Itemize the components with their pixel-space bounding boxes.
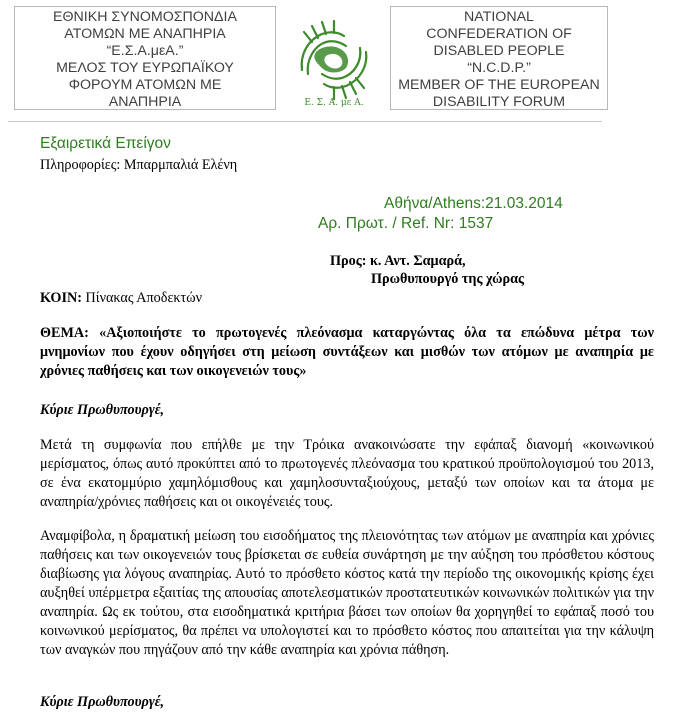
- hands-logo-icon: [282, 12, 386, 108]
- letterhead-english-block: [390, 6, 608, 110]
- recipient-line: [330, 253, 466, 270]
- subject-block: [40, 324, 654, 381]
- info-name: Μπαρμπαλιά Ελένη: [123, 157, 238, 173]
- reference-number: Αρ. Πρωτ. / Ref. Nr: 1537: [318, 215, 494, 232]
- recipient-name: κ. Αντ. Σαμαρά,: [369, 253, 466, 269]
- organization-logo: [282, 12, 386, 108]
- subject-text: «Αξιοποιήστε το πρωτογενές πλεόνασμα καταργώντας όλα τα επώδυνα μέτρα των μνημονίων που έχουν οδηγήσει στη μείωση συντάξεων και μισθών των ατόμων με αναπηρία με χρόνιες παθήσεις και των οικογενειών τους»: [40, 325, 654, 379]
- letterhead-english-line: NATIONAL: [464, 9, 534, 25]
- recipient-label: Προς:: [330, 253, 367, 269]
- body-paragraph-2: Αναμφίβολα, η δραματική μείωση του εισοδήματος της πλειονότητας των ατόμων με αναπηρία και χρόνιες παθήσεις και των οικογενειών τους βρίσκεται σε ευθεία συνάρτηση με την αύξηση του πρόσθετου κόστους διαβίωσης για λόγους αναπηρίας. Αυτό το πρόσθετο κόστος κατά την περίοδο της οικονομικής κρίσης έχει αυξηθεί υπέρμετρα εξαιτίας της απουσίας αποτελεσματικών προστατευτικών κοινωνικών πολιτικών για την αναπηρία. Ως εκ τούτου, στα εισοδηματικά κριτήρια βάσει των οποίων θα χορηγηθεί το εφάπαξ ποσό του κοινωνικού μερίσματος, θα πρέπει να υπολογιστεί και το πρόσθετο κόστος που απαιτείται για την κάλυψη των αναγκών που πηγάζουν από την κάθε αναπηρία και χρόνια πάθηση.: [40, 528, 654, 658]
- cc-line: [40, 290, 202, 307]
- letterhead-greek-line: ΑΝΑΠΗΡΙΑ: [108, 94, 182, 110]
- letterhead-greek-line: ΦΟΡΟΥΜ ΑΤΟΜΩΝ ΜΕ: [68, 77, 222, 93]
- salutation: Κύριε Πρωθυπουργέ,: [40, 402, 165, 418]
- letterhead-greek-line: “Ε.Σ.Α.μεΑ.”: [106, 43, 184, 59]
- letterhead: [14, 6, 608, 110]
- letterhead-english-line: CONFEDERATION OF: [426, 26, 572, 42]
- body-paragraph-1: Μετά τη συμφωνία που επήλθε με την Τρόικα ανακοινώσατε την εφάπαξ διανομή «κοινωνικού μερίσματος, όπως αυτό προκύπτει από το πρωτογενές πλεόνασμα του κρατικού προϋπολογισμού του 2013, σε ένα εκατομμύριο χαμηλόμισθους και χαμηλοσυνταξιούχους, μεταξύ των οποίων και τα άτομα με αναπηρία/χρόνιες παθήσεις και οι οικογένειές τους.: [40, 437, 654, 510]
- letterhead-greek-line: ΜΕΛΟΣ ΤΟΥ ΕΥΡΩΠΑΪΚΟΥ: [56, 60, 234, 76]
- letterhead-english-line: MEMBER OF THE EUROPEAN: [398, 77, 600, 93]
- subject-label: ΘΕΜΑ:: [40, 325, 89, 341]
- salutation-2: Κύριε Πρωθυπουργέ,: [40, 694, 165, 710]
- logo-caption: Ε. Σ. Α. με Α.: [304, 98, 364, 108]
- letterhead-greek-line: ΕΘΝΙΚΗ ΣΥΝΟΜΟΣΠΟΝΔΙΑ: [53, 9, 237, 25]
- letterhead-greek-line: ΑΤΟΜΩΝ ΜΕ ΑΝΑΠΗΡΙΑ: [64, 26, 226, 42]
- cc-label: ΚΟΙΝ:: [40, 290, 82, 306]
- urgency-label: Εξαιρετικά Επείγον: [40, 135, 171, 152]
- recipient-title: Πρωθυπουργό της χώρας: [371, 271, 525, 287]
- cc-value: Πίνακας Αποδεκτών: [85, 290, 202, 306]
- letterhead-greek-block: [14, 6, 276, 110]
- letterhead-english-line: “N.C.D.P.”: [467, 60, 531, 76]
- letterhead-english-line: DISABLED PEOPLE: [433, 43, 565, 59]
- info-line: [40, 157, 237, 174]
- document-date: Αθήνα/Athens:21.03.2014: [384, 195, 563, 212]
- header-divider: [8, 121, 602, 122]
- info-label: Πληροφορίες:: [40, 157, 121, 173]
- letterhead-english-line: DISABILITY FORUM: [432, 94, 566, 110]
